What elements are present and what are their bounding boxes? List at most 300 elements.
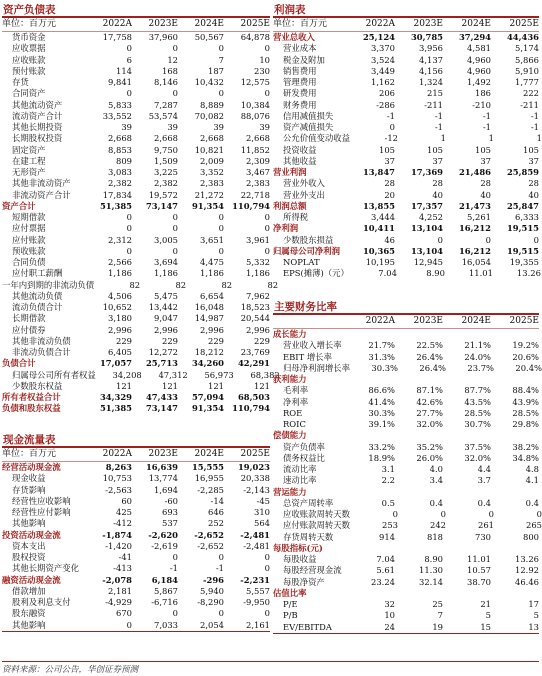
cell-value: -2,620 [148, 529, 178, 540]
cell-value: 8.90 [424, 554, 443, 564]
cell-value: 19 [432, 621, 443, 632]
row-label: 应付账款 [12, 234, 46, 245]
cell-value: 37 [480, 155, 491, 166]
cell-value: 105 [475, 144, 491, 155]
cell-value: 1 [488, 133, 494, 144]
cell-value: 19.2% [512, 340, 539, 351]
cell-value: 25,847 [506, 200, 539, 211]
table-row [273, 362, 542, 374]
cell-value: 17,758 [102, 32, 132, 42]
row-label: 非流动资产合计 [12, 189, 71, 200]
row-label: 每股净资产 [283, 576, 325, 587]
cell-value: -210 [472, 99, 491, 110]
cell-value: 4,475 [200, 257, 224, 267]
cell-value [491, 588, 539, 599]
table-row [2, 32, 270, 43]
row-label: ROIC [283, 419, 306, 429]
cell-value: 121 [208, 380, 224, 391]
cell-value: 730 [475, 531, 491, 542]
cell-value: 34,260 [191, 358, 224, 369]
cell-value: 105 [379, 144, 395, 155]
cell-value: 39 [259, 122, 270, 132]
cell-value: 34,208 [112, 369, 142, 380]
cell-value: 2,382 [108, 178, 132, 189]
cell-value: 60 [121, 495, 132, 506]
cell-value [347, 543, 395, 554]
row-label: 偿债能力 [273, 430, 307, 441]
cell-value: 229 [162, 335, 178, 346]
cell-value: 0 [126, 619, 132, 630]
cell-value: 5,475 [154, 290, 178, 301]
table-row [273, 133, 542, 144]
year-col: 2022A [102, 19, 132, 29]
cell-value: 0 [264, 563, 270, 574]
cell-value: 3,370 [371, 43, 395, 54]
table-row [2, 235, 270, 246]
table-row [2, 485, 270, 496]
row-label: 税金及附加 [283, 54, 325, 65]
cell-value: 121 [254, 380, 270, 391]
cell-value: 39 [167, 122, 178, 132]
row-label: 应付职工薪酬 [12, 268, 63, 279]
table-row [2, 358, 270, 369]
cell-value: -211 [520, 99, 539, 110]
cell-value: 51,385 [99, 200, 132, 211]
row-label: 股权投资 [12, 552, 46, 562]
cell-value: 2,383 [246, 178, 270, 189]
table-row [2, 55, 270, 66]
unit-label: 单位：百万元 [2, 19, 57, 29]
cell-value: -286 [376, 99, 395, 110]
cell-value [491, 329, 539, 340]
cell-value: 7,962 [246, 290, 270, 301]
cell-value: 10,365 [362, 245, 395, 256]
cell-value: 21 [480, 599, 491, 609]
table-row [273, 77, 539, 88]
cell-value: 40 [480, 189, 491, 200]
cell-value: 18,212 [194, 347, 224, 357]
cell-value: 19,515 [506, 223, 539, 234]
cell-value: 8,146 [154, 77, 178, 87]
table-row [273, 329, 539, 340]
cell-value: 47,433 [145, 392, 178, 402]
cell-value: 9,750 [154, 144, 178, 155]
cell-value: 2,668 [200, 133, 224, 144]
table-row [273, 145, 539, 156]
cell-value: 4,960 [467, 65, 491, 76]
cell-value [395, 430, 443, 441]
ratios-panel [273, 300, 542, 634]
cell-value: 34,329 [99, 392, 132, 402]
cell-value [347, 329, 395, 340]
cell-value: 0 [218, 223, 224, 234]
table-row [273, 43, 539, 54]
cell-value: 88.4% [512, 385, 539, 396]
cell-value: -6,716 [151, 597, 178, 607]
table-row [2, 586, 270, 597]
cell-value: 9,047 [154, 313, 178, 324]
cell-value: 28.5% [512, 407, 539, 418]
cell-value: 22.5% [416, 340, 443, 351]
row-label: 营业外收入 [283, 178, 325, 189]
cell-value: 68,382 [250, 369, 280, 380]
cell-value: 121 [162, 380, 178, 391]
row-label: ROE [283, 407, 303, 418]
cell-value: 4,960 [467, 54, 491, 65]
cell-value: 87.1% [416, 385, 443, 396]
year-col: 2022A [365, 316, 395, 326]
cell-value: 3,694 [154, 257, 178, 267]
row-label: 公允价值变动收益 [283, 133, 350, 144]
cell-value: 88,076 [240, 110, 270, 121]
cell-value: 12,272 [148, 347, 178, 357]
row-label: 应收票据 [12, 43, 46, 54]
row-label: 归属母公司所有者权益 [12, 369, 96, 380]
cell-value: 0.5 [381, 497, 395, 508]
cell-value: 26.4% [416, 351, 443, 362]
row-label: 其他影响 [12, 619, 46, 630]
cell-value: 25 [432, 599, 443, 609]
cell-value: 1,694 [154, 484, 178, 495]
cell-value: 6 [126, 54, 132, 65]
cell-value: 187 [208, 65, 224, 76]
cell-value: 18,523 [240, 302, 270, 312]
cell-value: 1,186 [246, 268, 270, 279]
year-col: 2024E [194, 449, 224, 459]
table-row [2, 302, 270, 313]
row-label: 研发费用 [283, 88, 317, 99]
cell-value: 2.2 [381, 475, 395, 486]
cell-value: 5,867 [154, 585, 178, 596]
row-label: 净利率 [283, 396, 309, 407]
row-label: EPS(摊薄)（元） [283, 268, 349, 279]
cell-value: 13,442 [148, 302, 178, 312]
cell-value: 229 [208, 335, 224, 346]
row-label: 短期借款 [12, 212, 46, 222]
cell-value: 38.2% [512, 441, 539, 452]
cell-value: 0 [488, 509, 494, 519]
cell-value: 13,774 [148, 473, 178, 484]
cell-value: 3.7 [477, 475, 491, 486]
cell-value: 0 [126, 212, 132, 222]
cell-value: -2,231 [240, 574, 270, 585]
cell-value: 13,104 [410, 245, 443, 256]
cell-value: 37 [432, 155, 443, 166]
cell-value: 4.4 [477, 464, 491, 474]
table-row [273, 352, 539, 363]
row-label: 归属母公司净利润 [273, 245, 340, 256]
table-row [2, 325, 270, 336]
table-row [2, 507, 270, 518]
ratios-title: 主要财务比率 [273, 300, 539, 315]
balance-rows [2, 32, 280, 415]
table-row [2, 313, 270, 324]
row-label: 资产负债率 [283, 441, 325, 452]
table-row [2, 43, 270, 54]
cell-value: 13.26 [515, 554, 539, 564]
cell-value: 37,960 [148, 32, 178, 42]
cell-value: 4.0 [429, 464, 443, 474]
table-row [2, 156, 270, 167]
cell-value: 46 [384, 234, 395, 245]
cell-value: -296 [203, 574, 224, 585]
cell-value: -1 [215, 563, 224, 574]
cell-value: 2,996 [200, 324, 224, 335]
row-label: 应付债券 [12, 324, 46, 335]
cell-value: 21.1% [464, 340, 491, 351]
cell-value: 693 [162, 507, 178, 517]
cell-value: 30.3% [371, 362, 398, 373]
cell-value: 43.9% [512, 396, 539, 407]
row-label: 经营性应收影响 [12, 495, 71, 506]
row-label: 估值比率 [273, 587, 307, 598]
table-row [2, 246, 270, 257]
table-row [273, 487, 539, 498]
cell-value [347, 430, 395, 441]
table-row [2, 88, 270, 99]
cell-value: 39 [213, 122, 224, 132]
table-row [2, 575, 270, 586]
cell-value: 809 [116, 155, 132, 166]
cell-value: 0 [264, 608, 270, 619]
row-label: 合同资产 [12, 88, 46, 99]
year-col: 2023E [148, 19, 178, 29]
row-label: 总资产周转率 [283, 497, 334, 508]
row-label: 股利及利息支付 [12, 597, 71, 607]
table-row [273, 340, 539, 351]
row-label: 营运能力 [273, 486, 307, 497]
table-row [273, 554, 539, 565]
cell-value [443, 487, 491, 498]
row-label: 其他非流动资产 [12, 178, 71, 189]
table-row [2, 178, 270, 189]
cell-value: 3,225 [154, 167, 178, 177]
cell-value: 25,859 [506, 167, 539, 177]
cell-value [491, 374, 539, 385]
table-row [273, 520, 542, 531]
row-label: 固定资产 [12, 144, 46, 155]
table-row [2, 473, 270, 484]
row-label: 在建工程 [12, 155, 46, 166]
cell-value: 32 [384, 599, 395, 609]
cell-value: 12.92 [515, 565, 539, 576]
cell-value: -2,481 [240, 529, 270, 540]
table-row [273, 100, 539, 111]
row-label: 预付账款 [12, 65, 46, 76]
cell-value: 23.24 [371, 576, 395, 587]
year-col: 2025E [509, 316, 539, 326]
cell-value: 110,794 [232, 403, 270, 414]
table-row [273, 599, 539, 610]
cell-value: 2,668 [108, 133, 132, 144]
year-col: 2022A [365, 19, 395, 29]
cell-value: 16,054 [461, 257, 491, 267]
cell-value: 0 [218, 43, 224, 54]
table-row [273, 201, 539, 212]
cell-value: 25,713 [145, 358, 178, 369]
cell-value: 10.57 [467, 565, 491, 576]
table-row [273, 498, 539, 509]
cell-value: 10 [384, 610, 395, 621]
cell-value: 13,855 [362, 200, 395, 211]
cell-value: -412 [113, 518, 132, 529]
cell-value: 0 [264, 43, 270, 54]
cell-value: 37 [528, 155, 539, 166]
cell-value: -2,481 [243, 540, 270, 551]
table-row [273, 397, 539, 408]
year-col: 2023E [148, 449, 178, 459]
cell-value: 40 [432, 189, 443, 200]
cell-value [491, 430, 539, 441]
row-label: 存货影响 [12, 484, 46, 495]
cell-value: 13,104 [410, 223, 443, 234]
cell-value: 82 [129, 279, 141, 290]
table-row [273, 246, 539, 257]
cell-value: 20.6% [512, 351, 539, 362]
cell-value: 11.01 [467, 554, 491, 564]
cell-value: 2,382 [154, 178, 178, 189]
cell-value: 110,794 [232, 200, 270, 211]
cell-value: -1 [482, 110, 491, 121]
row-label: 所得税 [283, 212, 309, 222]
cell-value: 0 [126, 245, 132, 256]
cell-value: 73,147 [145, 200, 178, 211]
cell-value: -1,420 [105, 540, 132, 551]
cell-value: 0 [172, 88, 178, 99]
table-row [273, 66, 539, 77]
table-row [2, 77, 270, 88]
cell-value: 19,515 [506, 245, 539, 256]
cell-value: 32.0% [416, 419, 443, 429]
table-row [2, 518, 270, 529]
row-label: 营业收入增长率 [283, 340, 342, 351]
row-label: 其他非流动负债 [12, 335, 71, 346]
cell-value: 0.4 [525, 497, 539, 508]
table-row [273, 543, 539, 554]
cell-value: 12,945 [413, 257, 443, 267]
year-col: 2024E [194, 19, 224, 29]
cell-value: 3.1 [381, 464, 395, 474]
table-row [2, 100, 270, 111]
row-label: 存货周转天数 [283, 531, 334, 542]
cell-value: -2,143 [243, 484, 270, 495]
row-label: 少数股东权益 [12, 380, 63, 391]
cell-value: -12 [384, 133, 398, 144]
cell-value: 1,509 [154, 155, 178, 166]
row-label: 每股经营现金流 [283, 565, 342, 576]
cell-value: 0 [172, 608, 178, 619]
cell-value: 5,833 [108, 99, 132, 110]
table-row [2, 563, 270, 574]
cell-value [347, 487, 395, 498]
cell-value: 4.8 [525, 464, 539, 474]
cell-value: -1 [434, 110, 443, 121]
table-row [2, 291, 270, 302]
row-label: 其他长期投资 [12, 122, 63, 132]
cell-value: 10,432 [194, 77, 224, 87]
cell-value: 31.3% [368, 351, 395, 362]
cell-value: 7,033 [154, 619, 178, 630]
table-row [2, 369, 280, 381]
cell-value: 29.8% [512, 419, 539, 429]
cell-value: 82 [175, 279, 187, 290]
row-label: 营业成本 [283, 43, 317, 54]
cell-value: 7 [437, 610, 443, 621]
cell-value: 20,544 [240, 313, 270, 324]
cell-value: 6,184 [151, 574, 178, 585]
cell-value: 5 [533, 610, 539, 621]
cell-value: 14,987 [194, 313, 224, 324]
cell-value: 21,473 [458, 200, 491, 211]
cell-value: 4,581 [467, 43, 491, 54]
income-title: 利润表 [273, 3, 539, 18]
cell-value: -8,290 [197, 597, 224, 607]
row-label: 流动负债合计 [12, 302, 63, 312]
row-label: 应付账款周转天数 [283, 520, 350, 531]
cell-value: 3,083 [108, 167, 132, 177]
cell-value [347, 374, 395, 385]
cell-value: 2,996 [154, 324, 178, 335]
cell-value: 0 [126, 223, 132, 234]
unit-label: 单位：百万元 [273, 19, 328, 29]
table-row [2, 541, 270, 552]
cell-value: 3,444 [371, 212, 395, 222]
row-label: 投资活动现金流 [2, 529, 61, 540]
row-label: 销售费用 [283, 65, 317, 76]
cell-value: 3,956 [419, 43, 443, 54]
cell-value: 51,385 [99, 403, 132, 414]
cell-value: -4,929 [105, 597, 132, 607]
table-row [273, 257, 539, 268]
cell-value: 17,834 [102, 189, 132, 200]
cell-value: 1,324 [419, 77, 443, 87]
cell-value: 28 [432, 178, 443, 189]
income-rows [273, 32, 542, 280]
cell-value: 20 [384, 189, 395, 200]
table-row [273, 178, 539, 189]
cell-value: 3,449 [371, 65, 395, 76]
cell-value: 20.4% [515, 362, 542, 373]
cell-value: 28 [480, 178, 491, 189]
table-row [273, 55, 539, 66]
year-col: 2025E [240, 19, 270, 29]
cell-value: 4,506 [108, 290, 132, 301]
row-label: 股东融资 [12, 608, 46, 619]
cell-value: 1,186 [154, 268, 178, 279]
cell-value: 310 [254, 507, 270, 517]
table-row [273, 588, 539, 599]
row-label: 所有者权益合计 [2, 392, 61, 402]
cell-value: 2,009 [200, 155, 224, 166]
table-row [2, 133, 270, 144]
row-label: 无形资产 [12, 167, 46, 177]
cell-value: 0 [536, 509, 542, 519]
cell-value: 1,162 [371, 77, 395, 87]
cell-value [443, 588, 491, 599]
cell-value: -2,285 [197, 484, 224, 495]
row-label: 一年内到期的非流动负债 [2, 279, 95, 290]
cell-value: 13,847 [362, 167, 395, 177]
cell-value: 17 [528, 599, 539, 609]
unit-label [273, 315, 347, 328]
cell-value: 4,137 [419, 54, 443, 65]
row-label: 成长能力 [273, 329, 307, 339]
table-row [2, 268, 270, 279]
table-row [273, 577, 539, 588]
table-row [2, 167, 270, 178]
cell-value: 11.01 [468, 268, 493, 279]
cell-value: -1 [482, 122, 491, 132]
